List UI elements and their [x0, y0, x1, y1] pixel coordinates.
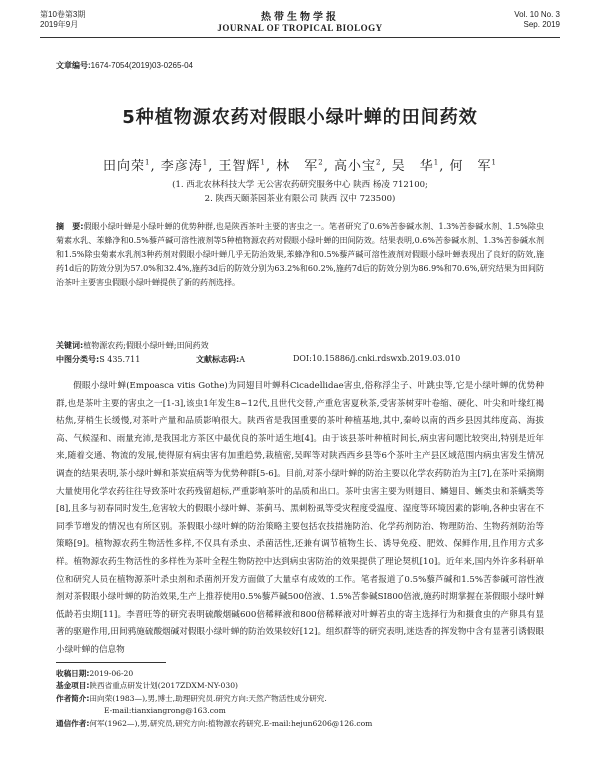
- body-paragraph: 假眼小绿叶蝉(Empoasca vitis Gothe)为同翅目叶蝉科Cicadellidae害虫,俗称浮尘子、叶跳虫等,它是小绿叶蝉的优势种群,也是茶叶主要的害虫之一[1-3],该虫1年发生8~12代,且世代交替,产重危害夏秋茶,受害茶树芽叶卷缩、硬化、叶尖和叶缘红褐枯焦,芽梢生长缓慢,对茶叶产量和品质影响很大。陕西省是我国重要的茶叶种植基地,其中,秦岭以南的西乡县因其纬度高、海拔高、气候湿和、雨量充沛,是我国北方茶区中最优良的茶叶适生地[4]。由于该县茶叶种植时间长,病虫害问题比较突出,特别是近年来,随着交通、物流的发展,使得原有病虫害有加重趋势,栽植密,吴晖等对陕西西乡县等6个茶叶主产县区域范围内病虫害发生情况调查的结果表明,茶小绿叶蝉和茶炭疽病等为优势种群[5-6]。目前,对茶小绿叶蝉的防治主要以化学农药防治为主[7],在茶叶采摘期大量使用化学农药往往导致茶叶农药残留超标,严重影响茶叶的品质和出口。茶叶虫害主要为则翅目、鳞翅目、蜥类虫和茶螨类等[8],且多与初春同时发生,危害较大的假眼小绿叶蝉、茶蓟马、黑刺粉虱等受灾程度受温度、湿度等环境因素的影响,各种虫害在不同季节增发的情况也有所区别。茶假眼小绿叶蝉的防治策略主要包括农技措施防治、化学药剂防治、物理防治、生物药剂防治等策略[9]。植物源农药生物活性多样,不仅具有杀虫、杀菌活性,还兼有调节植物生长、诱导免疫、肥效、保鲜作用,且作用方式多样。植物源农药生物活性的多样性为茶叶全程生物防控中达到病虫害防治的效果提供了理论契机[10]。近年来,国内外许多科研单位和研究人员在植物源茶叶杀虫剂和杀菌剂开发方面做了大量卓有成效的工作。笔者报道了0.5%藜芦碱和1.5%苦参碱可溶性液剂对茶假眼小绿叶蝉的防治效果,生产上推荐使用0.5%藜芦碱500倍液、1.5%苦参碱SI800倍液,施药时期掌握在茶假眼小绿叶蝉低龄若虫期[11]。李晋旺等的研究表明硫酸烟碱600倍稀释液和800倍稀释液对叶蝉若虫的寄主选择行为和摄食虫的产卵具有显著的驱避作用,田间鸦施硫酸烟碱对假眼小绿叶蝉的防治效果较好[12]。组织群等的研究表明,迷迭香的挥发物中含有显著引诱假眼小绿叶蝉的信息物: [56, 381, 544, 655]
- header-issue-en: [514, 10, 560, 30]
- author: 李彦涛: [160, 159, 203, 174]
- footnote-divider: [56, 662, 166, 663]
- author-bio: [56, 693, 544, 705]
- author: 何 军: [449, 159, 492, 174]
- abstract: [56, 220, 544, 290]
- author: 高小宝: [334, 159, 377, 174]
- corresponding-value: 何军(1962—),男,研究员,研究方向:植物源农药研究.E-mail:hejun6206@126.com: [89, 718, 373, 728]
- keywords: [56, 340, 544, 351]
- document-code: [196, 354, 245, 365]
- author: 田向荣: [103, 159, 146, 174]
- journal-name: [40, 8, 560, 33]
- corresponding-author: [56, 718, 544, 730]
- header-volume: 第10卷第3期: [40, 10, 86, 19]
- paper-title: 5种植物源农药对假眼小绿叶蝉的田间药效: [122, 107, 478, 128]
- abstract-text: 假眼小绿叶蝉是小绿叶蝉的优势种群,也是陕西茶叶主要的害虫之一。笔者研究了0.6%苦参碱水剂、1.3%苦参碱水剂、1.5%除虫菊素水乳、苯蜂净和0.5%藜芦碱可溶性液剂等5种植物源农药对假眼小绿叶蝉的田间防效。结果表明,0.6%苦参碱水剂、1.3%苦参碱水剂和1.5%除虫菊素水乳剂3种药剂对假眼小绿叶蝉几乎无防治效果,苯蜂净和0.5%藜芦碱可溶性液剂对假眼小绿叶蝉表现出了良好的防效,施药1d后的防效分别为57.0%和32.4%,施药3d后的防效分别为63.2%和60.2%,施药7d后的防效分别为86.9%和70.6%,研究结果为田间防治茶叶主要害虫假眼小绿叶蝉提供了新的药剂选择。: [56, 222, 544, 287]
- author-bio-value: 田向荣(1983—),男,博士,助理研究员.研究方向:天然产物活性成分研究.: [89, 693, 327, 703]
- author-affiliation-mark: 2: [376, 158, 382, 167]
- clc-number: [56, 354, 140, 365]
- footnotes: [56, 668, 544, 730]
- header-divider: [40, 37, 560, 38]
- doi: DOI:10.15886/j.cnki.rdswxb.2019.03.010: [293, 354, 461, 363]
- author-affiliation-mark: 1: [260, 158, 266, 167]
- author: 林 军: [276, 159, 319, 174]
- journal-name-en: JOURNAL OF TROPICAL BIOLOGY: [217, 23, 383, 33]
- author-list: 田向荣$^1$, 李彦涛$^1$, 王智辉$^1$, 林 军$^2$, 高小宝$^2$, 吴 华$^1$, 何 军$^1$: [103, 158, 497, 174]
- author: 吴 华: [391, 159, 434, 174]
- article-number: [56, 60, 193, 71]
- running-header: [40, 6, 560, 36]
- author: 王智辉: [218, 159, 261, 174]
- received-label: 收稿日期:: [56, 669, 90, 678]
- clc-label: 中图分类号:: [56, 355, 100, 364]
- affiliation-1: (1. 西北农林科技大学 无公害农药研究服务中心 陕西 杨凌 712100;: [172, 180, 428, 190]
- author-affiliation-mark: 2: [318, 158, 324, 167]
- fund-value: 陕西省重点研发计划(2017ZDXM-NY-030): [89, 681, 239, 691]
- article-number-value: 1674-7054(2019)03-0265-04: [90, 61, 193, 70]
- classification-line: [56, 354, 544, 365]
- fund-label: 基金项目:: [56, 681, 90, 691]
- author-email: E-mail:tianxiangrong@163.com: [104, 706, 226, 716]
- clc-value: S 435.711: [99, 355, 141, 364]
- document-code-value: A: [239, 355, 245, 364]
- fund-project: [56, 680, 544, 692]
- received-date: [56, 668, 544, 680]
- keywords-text: 植物源农药;假眼小绿叶蝉;田间药效: [83, 341, 209, 350]
- author-affiliation-mark: 1: [491, 158, 497, 167]
- abstract-label: 摘 要:: [56, 222, 84, 231]
- author-bio-label: 作者简介:: [56, 693, 90, 703]
- journal-name-cn: 热带生物学报: [261, 12, 339, 23]
- header-volume-en: Vol. 10 No. 3: [514, 10, 560, 19]
- article-number-label: 文章编号:: [56, 61, 91, 70]
- author-affiliation-mark: 1: [145, 158, 151, 167]
- received-value: 2019-06-20: [89, 669, 134, 678]
- author-affiliation-mark: 1: [433, 158, 440, 167]
- affiliation-2: 2. 陕西天颐茶园茶业有限公司 陕西 汉中 723500): [204, 194, 396, 204]
- keywords-label: 关键词:: [56, 341, 84, 350]
- corresponding-label: 通信作者:: [56, 718, 90, 728]
- header-date: 2019年9月: [40, 20, 79, 29]
- author-affiliation-mark: 1: [202, 158, 209, 167]
- header-date-en: Sep. 2019: [523, 20, 560, 29]
- document-code-label: 文献标志码:: [196, 355, 240, 364]
